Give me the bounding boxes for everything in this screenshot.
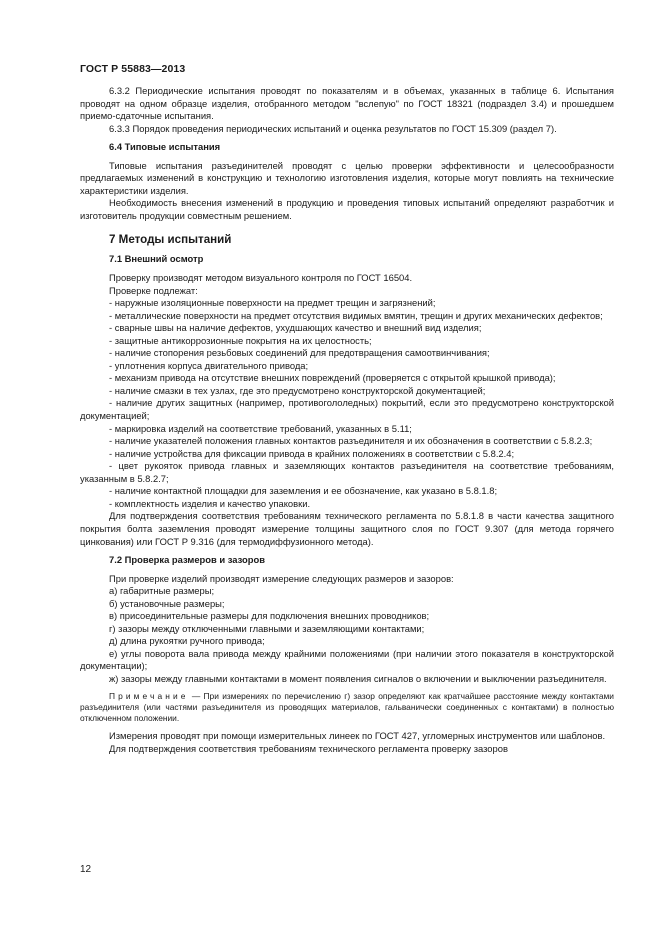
measurement-list <box>80 585 614 685</box>
list-item: - наружные изоляционные поверхности на предмет трещин и загрязнений; <box>109 297 436 309</box>
note <box>80 691 614 725</box>
document-body <box>80 85 614 755</box>
paragraph-7-2-a: При проверке изделий производят измерение следующих размеров и зазоров: <box>109 572 454 584</box>
document-header: ГОСТ Р 55883—2013 <box>80 63 186 75</box>
heading-7-2: 7.2 Проверка размеров и зазоров <box>109 554 265 566</box>
paragraph-7-1-a: Проверку производят методом визуального контроля по ГОСТ 16504. <box>109 272 413 284</box>
list-item: - цвет рукояток привода главных и заземляющих контактов разъединителя на соответствие требованиям, указанным в 5.8.2.7; <box>80 460 614 484</box>
paragraph-6-3-2: 6.3.2 Периодические испытания проводят по показателям и в объемах, указанных в таблице 6. Испытания проводят на одном образце изделия, отобранного методом "вслепую" по ГОСТ 18321 (подраздел 3.4) и прошедшем приемо-сдаточные испытания. <box>80 85 614 122</box>
list-item: а) габаритные размеры; <box>109 585 215 597</box>
list-item: - механизм привода на отсутствие внешних повреждений (проверяется с открытой крышкой привода); <box>109 372 556 384</box>
list-item: ж) зазоры между главными контактами в момент появления сигналов о включении и выключении разъединителя. <box>109 672 607 684</box>
paragraph-7-2-c: Для подтверждения соответствия требованиям технического регламента проверку зазоров <box>109 742 508 754</box>
list-item: - наличие других защитных (например, противогололедных) покрытий, если это предусмотрено конструкторской документацией; <box>80 397 614 422</box>
list-item: - наличие контактной площадки для заземления и ее обозначение, как указано в 5.8.1.8; <box>109 485 498 497</box>
list-item: - защитные антикоррозионные покрытия на их целостность; <box>109 334 372 346</box>
paragraph-6-4-b: Необходимость внесения изменений в продукцию и проведения типовых испытаний определяют разработчик и изготовитель продукции совместным решением. <box>80 197 614 221</box>
heading-7-1: 7.1 Внешний осмотр <box>109 253 204 265</box>
list-item: - маркировка изделий на соответствие требований, указанных в 5.11; <box>109 422 412 434</box>
list-item: - металлические поверхности на предмет отсутствия видимых вмятин, трещин и других механических дефектов; <box>109 309 603 321</box>
list-item: - комплектность изделия и качество упаковки. <box>109 497 311 509</box>
page-number: 12 <box>80 864 92 875</box>
note-text: — При измерениях по перечислению г) зазор определяют как кратчайшее расстояние между контактами разъединителя (или частями разъединителя из проводящих материалов, гальванически соединенных с контактами) в полностью отключенном положении. <box>80 690 614 723</box>
list-item: б) установочные размеры; <box>109 597 225 609</box>
heading-7: 7 Методы испытаний <box>109 233 232 247</box>
paragraph-6-4-a: Типовые испытания разъединителей проводят с целью проверки эффективности и целесообразности предлагаемых изменений в конструкцию и технологию изготовления изделия, которые могут повлиять на технические характеристики изделия. <box>80 159 614 196</box>
paragraph-7-1-b: Проверке подлежат: <box>109 284 198 296</box>
list-item: - наличие устройства для фиксации привода в крайних положениях в соответствии с 5.8.2.4; <box>109 447 515 459</box>
list-item: - наличие стопорения резьбовых соединений для предотвращения самоотвинчивания; <box>109 347 490 359</box>
list-item: в) присоединительные размеры для подключения внешних проводников; <box>109 610 430 622</box>
list-item: г) зазоры между отключенными главными и заземляющими контактами; <box>109 622 425 634</box>
paragraph-7-1-c: Для подтверждения соответствия требованиям технического регламента по 5.8.1.8 в части качества защитного покрытия болта заземления проводят измерение толщины защитного слоя по ГОСТ 9.307 (для метода горячего цинкования) или ГОСТ Р 9.316 (для термодиффузионного метода). <box>80 510 614 547</box>
paragraph-6-3-3: 6.3.3 Порядок проведения периодических испытаний и оценка результатов по ГОСТ 15.309 (раздел 7). <box>109 122 557 134</box>
paragraph-7-2-b: Измерения проводят при помощи измерительных линеек по ГОСТ 427, угломерных инструментов или шаблонов. <box>109 730 606 742</box>
list-item: е) углы поворота вала привода между крайними положениями (при наличии этого показателя в конструкторской документации); <box>80 647 614 672</box>
heading-6-4: 6.4 Типовые испытания <box>109 141 221 153</box>
list-item: - уплотнения корпуса двигательного привода; <box>109 359 309 371</box>
list-item: - сварные швы на наличие дефектов, ухудшающих качество и внешний вид изделия; <box>109 322 482 334</box>
list-item: д) длина рукоятки ручного привода; <box>109 635 265 647</box>
note-label: Примечание <box>109 690 189 701</box>
inspection-list <box>80 297 614 510</box>
list-item: - наличие смазки в тех узлах, где это предусмотрено конструкторской документацией; <box>109 384 486 396</box>
list-item: - наличие указателей положения главных контактов разъединителя и их обозначения в соответствии с 5.8.2.3; <box>109 435 593 447</box>
